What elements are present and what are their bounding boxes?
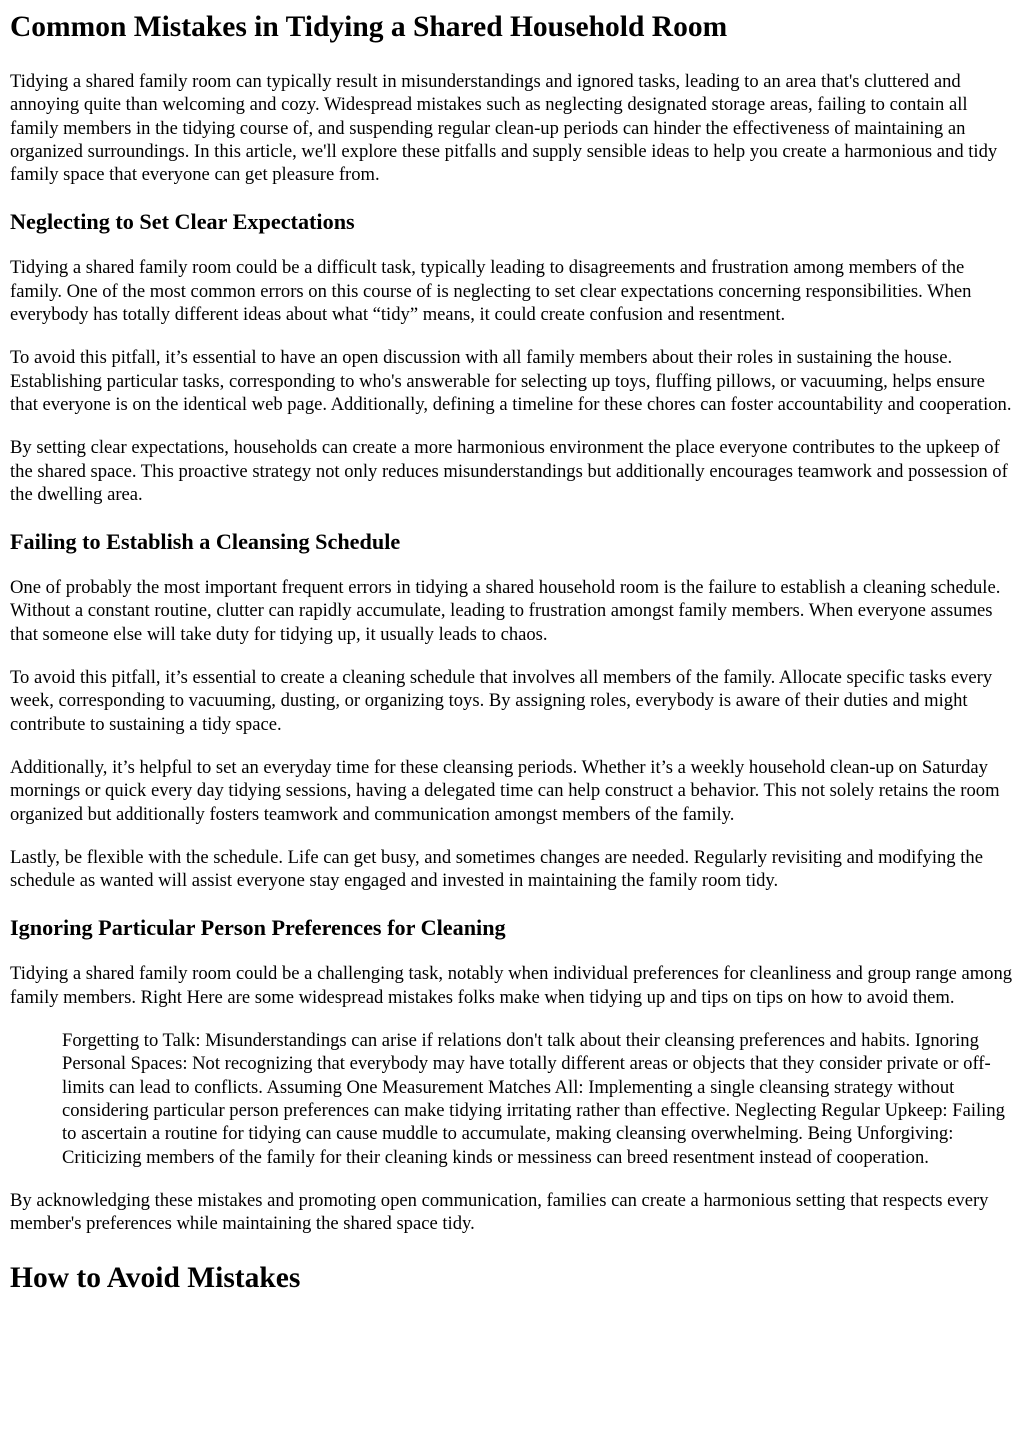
section-heading-schedule: Failing to Establish a Cleansing Schedule [10,529,401,555]
paragraph: To avoid this pitfall, it’s essential to create a cleaning schedule that involves all members of the family. Allocate specific tasks every week, corresponding to vacuuming, dusting, or organizing toys. By assigning roles, everybody is aware of their duties and might contribute to sustaining a tidy space. [10,667,993,735]
paragraph: By acknowledging these mistakes and promoting open communication, families can create a harmonious setting that respects every member's preferences while maintaining the shared space tidy. [10,1189,989,1235]
paragraph: One of probably the most important frequent errors in tidying a shared household room is the failure to establish a cleaning schedule. Without a constant routine, clutter can rapidly accumulate, leading to frustration amongst family members. When everyone assumes that someone else will take duty for tidying up, it usually leads to chaos. [10,577,1001,645]
section-heading-expectations: Neglecting to Set Clear Expectations [10,209,355,235]
intro-paragraph: Tidying a shared family room can typically result in misunderstandings and ignored tasks, leading to an area that's cluttered and annoying quite than welcoming and cozy. Widespread mistakes such as neglecting designated storage areas, failing to contain all family members in the tidying course of, and suspending regular clean-up periods can hinder the effectiveness of maintaining an organized surroundings. In this article, we'll explore these pitfalls and supply sensible ideas to help you create a harmonious and tidy family space that everyone can get pleasure from. [10,71,998,186]
paragraph: To avoid this pitfall, it’s essential to have an open discussion with all family members about their roles in sustaining the house. Establishing particular tasks, corresponding to who's answerable for selecting up toys, fluffing pillows, or vacuuming, helps ensure that everyone is on the identical web page. Additionally, defining a timeline for these chores can foster accountability and cooperation. [10,347,1012,415]
paragraph: Additionally, it’s helpful to set an everyday time for these cleansing periods. Whether it’s a weekly household clean-up on Saturday mornings or quick every day tidying sessions, having a delegated time can help construct a behavior. This not solely retains the room organized but additionally fosters teamwork and communication amongst members of the family. [10,756,1000,825]
paragraph: Lastly, be flexible with the schedule. Life can get busy, and sometimes changes are needed. Regularly revisiting and modifying the schedule as wanted will assist everyone stay engaged and invested in maintaining the family room tidy. [10,846,983,892]
paragraph: Tidying a shared family room could be a challenging task, notably when individual preferences for cleanliness and group range among family members. Right Here are some widespread mistakes folks make when tidying up and tips on tips on how to avoid them. [10,963,1013,1008]
mistakes-blockquote: Forgetting to Talk: Misunderstandings can arise if relations don't talk about their cleansing preferences and habits. Ignoring Personal Spaces: Not recognizing that everybody may have totally different areas or objects that they consider private or off-limits can lead to conflicts. Assuming One Measurement Matches All: Implementing a single cleansing strategy without considering particular person preferences can make tidying irritating rather than effective. Neglecting Regular Upkeep: Failing to ascertain a routine for tidying can cause muddle to accumulate, making cleansing overwhelming. Being Unforgiving: Criticizing members of the family for their cleaning kinds or messiness can breed resentment instead of cooperation. [62,1030,1005,1168]
paragraph: Tidying a shared family room could be a difficult task, typically leading to disagreements and frustration among members of the family. One of the most common errors on this course of is neglecting to set clear expectations concerning responsibilities. When everybody has totally different ideas about what “tidy” means, it could create confusion and resentment. [10,257,972,326]
section-heading-preferences: Ignoring Particular Person Preferences for Cleaning [10,915,506,941]
section-title-avoid-mistakes: How to Avoid Mistakes [10,1262,301,1295]
article-title: Common Mistakes in Tidying a Shared Household Room [10,11,728,43]
paragraph: By setting clear expectations, households can create a more harmonious environment the place everyone contributes to the upkeep of the shared space. This proactive strategy not only reduces misunderstandings but additionally encourages teamwork and possession of the dwelling area. [10,437,1008,505]
article [0,10,1024,1295]
